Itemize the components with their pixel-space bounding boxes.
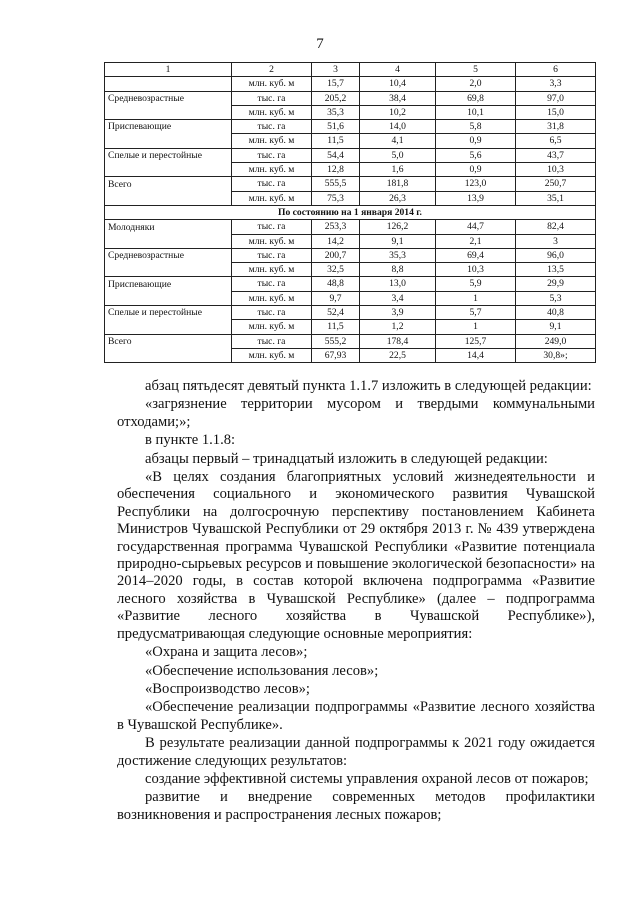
- cell-value: 31,8: [516, 120, 596, 134]
- row-unit: млн. куб. м: [232, 163, 312, 177]
- document-body: [117, 378, 595, 825]
- row-unit: млн. куб. м: [232, 263, 312, 277]
- cell-value: 3,3: [516, 77, 596, 91]
- table-row: [105, 91, 596, 105]
- paragraph: развитие и внедрение современных методов профилактики возникновения и распространения лесных пожаров;: [117, 789, 595, 823]
- cell-value: 35,1: [516, 191, 596, 205]
- paragraph: создание эффективной системы управления охраной лесов от пожаров;: [145, 770, 589, 787]
- cell-value: 35,3: [312, 105, 360, 119]
- cell-value: 9,1: [516, 320, 596, 334]
- cell-value: 11,5: [312, 320, 360, 334]
- table-row: [105, 348, 596, 362]
- table-row: [105, 234, 596, 248]
- cell-value: 15,7: [312, 77, 360, 91]
- row-unit: тыс. га: [232, 277, 312, 291]
- row-unit: тыс. га: [232, 306, 312, 320]
- row-unit: тыс. га: [232, 248, 312, 262]
- cell-value: 178,4: [360, 334, 436, 348]
- paragraph: «В целях создания благоприятных условий жизнедеятельности и обеспечения социального и экономического развития Чувашской Республики на долгосрочную перспективу постановлением Кабинета Министров Чувашской Республики от 29 октября 2013 г. № 439 утверждена государственная программа Чувашской Республики «Развитие потенциала природно-сырьевых ресурсов и повышение экологической безопасности» на 2014–2020 годы, в состав которой включена подпрограмма «Развитие лесного хозяйства в Чувашской Республике» (далее – подпрограмма «Развитие лесного хозяйства в Чувашской Республике»), предусматривающая следующие основные мероприятия:: [117, 469, 595, 642]
- cell-value: 96,0: [516, 248, 596, 262]
- cell-value: 14,0: [360, 120, 436, 134]
- cell-value: 1: [436, 320, 516, 334]
- cell-value: 2,1: [436, 234, 516, 248]
- table-row: [105, 77, 596, 91]
- cell-value: 22,5: [360, 348, 436, 362]
- cell-value: 126,2: [360, 220, 436, 234]
- row-unit: тыс. га: [232, 220, 312, 234]
- table-row: [105, 105, 596, 119]
- cell-value: 6,5: [516, 134, 596, 148]
- row-unit: млн. куб. м: [232, 291, 312, 305]
- row-category: [105, 234, 232, 248]
- cell-value: 29,9: [516, 277, 596, 291]
- row-category: Всего: [105, 177, 232, 191]
- cell-value: 4,1: [360, 134, 436, 148]
- cell-value: 69,8: [436, 91, 516, 105]
- row-category: Всего: [105, 334, 232, 348]
- cell-value: 555,2: [312, 334, 360, 348]
- cell-value: 253,3: [312, 220, 360, 234]
- cell-value: 1: [436, 291, 516, 305]
- column-number: 6: [516, 63, 596, 77]
- cell-value: 5,3: [516, 291, 596, 305]
- cell-value: 69,4: [436, 248, 516, 262]
- row-category: [105, 163, 232, 177]
- row-category: [105, 105, 232, 119]
- table-row: [105, 148, 596, 162]
- cell-value: 9,7: [312, 291, 360, 305]
- cell-value: 250,7: [516, 177, 596, 191]
- row-category: [105, 191, 232, 205]
- paragraph: «Обеспечение использования лесов»;: [145, 662, 379, 679]
- cell-value: 26,3: [360, 191, 436, 205]
- row-unit: тыс. га: [232, 91, 312, 105]
- cell-value: 2,0: [436, 77, 516, 91]
- table-row: [105, 220, 596, 234]
- cell-value: 75,3: [312, 191, 360, 205]
- cell-value: 97,0: [516, 91, 596, 105]
- table-row: [105, 334, 596, 348]
- cell-value: 200,7: [312, 248, 360, 262]
- cell-value: 181,8: [360, 177, 436, 191]
- row-category: [105, 348, 232, 362]
- cell-value: 51,6: [312, 120, 360, 134]
- table-row: [105, 291, 596, 305]
- cell-value: 10,2: [360, 105, 436, 119]
- table-row: [105, 263, 596, 277]
- row-unit: млн. куб. м: [232, 191, 312, 205]
- cell-value: 0,9: [436, 163, 516, 177]
- column-number: 5: [436, 63, 516, 77]
- cell-value: 10,3: [516, 163, 596, 177]
- cell-value: 14,4: [436, 348, 516, 362]
- table-row: [105, 306, 596, 320]
- column-number: 4: [360, 63, 436, 77]
- paragraph: В результате реализации данной подпрограммы к 2021 году ожидается достижение следующих результатов:: [117, 735, 595, 769]
- row-unit: млн. куб. м: [232, 134, 312, 148]
- cell-value: 10,4: [360, 77, 436, 91]
- cell-value: 67,93: [312, 348, 360, 362]
- cell-value: 3: [516, 234, 596, 248]
- row-category: Средневозрастные: [105, 248, 232, 262]
- cell-value: 205,2: [312, 91, 360, 105]
- row-category: [105, 134, 232, 148]
- cell-value: 9,1: [360, 234, 436, 248]
- cell-value: 125,7: [436, 334, 516, 348]
- cell-value: 5,7: [436, 306, 516, 320]
- cell-value: 38,4: [360, 91, 436, 105]
- section-title: По состоянию на 1 января 2014 г.: [105, 205, 596, 219]
- cell-value: 40,8: [516, 306, 596, 320]
- paragraph: абзацы первый – тринадцатый изложить в следующей редакции:: [145, 450, 548, 467]
- column-number: 2: [232, 63, 312, 77]
- section-row: [105, 205, 596, 219]
- cell-value: 52,4: [312, 306, 360, 320]
- cell-value: 5,8: [436, 120, 516, 134]
- paragraph: в пункте 1.1.8:: [145, 432, 236, 449]
- cell-value: 1,6: [360, 163, 436, 177]
- row-category: Приспевающие: [105, 277, 232, 291]
- cell-value: 48,8: [312, 277, 360, 291]
- cell-value: 82,4: [516, 220, 596, 234]
- row-category: Приспевающие: [105, 120, 232, 134]
- cell-value: 5,6: [436, 148, 516, 162]
- paragraph: «Охрана и защита лесов»;: [145, 644, 308, 661]
- row-unit: тыс. га: [232, 334, 312, 348]
- cell-value: 32,5: [312, 263, 360, 277]
- paragraph: «Воспроизводство лесов»;: [145, 680, 310, 697]
- cell-value: 3,4: [360, 291, 436, 305]
- row-unit: млн. куб. м: [232, 105, 312, 119]
- paragraph: «загрязнение территории мусором и твердыми коммунальными отходами;»;: [117, 396, 595, 430]
- cell-value: 10,3: [436, 263, 516, 277]
- row-unit: тыс. га: [232, 120, 312, 134]
- cell-value: 15,0: [516, 105, 596, 119]
- forest-stock-table: [104, 62, 596, 363]
- row-category: Спелые и перестойные: [105, 306, 232, 320]
- cell-value: 5,9: [436, 277, 516, 291]
- cell-value: 13,5: [516, 263, 596, 277]
- table-row: [105, 248, 596, 262]
- paragraph: абзац пятьдесят девятый пункта 1.1.7 изложить в следующей редакции:: [145, 378, 592, 394]
- row-category: [105, 320, 232, 334]
- cell-value: 11,5: [312, 134, 360, 148]
- row-unit: млн. куб. м: [232, 348, 312, 362]
- cell-value: 555,5: [312, 177, 360, 191]
- cell-value: 44,7: [436, 220, 516, 234]
- cell-value: 249,0: [516, 334, 596, 348]
- table-row: [105, 191, 596, 205]
- row-category: [105, 263, 232, 277]
- table-body: [105, 63, 596, 363]
- cell-value: 54,4: [312, 148, 360, 162]
- table-row: [105, 320, 596, 334]
- cell-value: 35,3: [360, 248, 436, 262]
- column-number: 1: [105, 63, 232, 77]
- row-category: [105, 77, 232, 91]
- cell-value: 123,0: [436, 177, 516, 191]
- table-header-row: [105, 63, 596, 77]
- table-row: [105, 177, 596, 191]
- cell-value: 8,8: [360, 263, 436, 277]
- cell-value: 14,2: [312, 234, 360, 248]
- row-unit: тыс. га: [232, 177, 312, 191]
- table-row: [105, 163, 596, 177]
- paragraph: «Обеспечение реализации подпрограммы «Развитие лесного хозяйства в Чувашской Республике».: [117, 699, 595, 733]
- column-number: 3: [312, 63, 360, 77]
- cell-value: 30,8»;: [516, 348, 596, 362]
- cell-value: 13,0: [360, 277, 436, 291]
- row-unit: тыс. га: [232, 148, 312, 162]
- row-category: Спелые и перестойные: [105, 148, 232, 162]
- cell-value: 10,1: [436, 105, 516, 119]
- row-unit: млн. куб. м: [232, 77, 312, 91]
- cell-value: 5,0: [360, 148, 436, 162]
- table-row: [105, 277, 596, 291]
- cell-value: 3,9: [360, 306, 436, 320]
- row-unit: млн. куб. м: [232, 234, 312, 248]
- cell-value: 13,9: [436, 191, 516, 205]
- cell-value: 1,2: [360, 320, 436, 334]
- row-category: Молодняки: [105, 220, 232, 234]
- table-row: [105, 134, 596, 148]
- page-number: 7: [316, 36, 324, 52]
- table-row: [105, 120, 596, 134]
- cell-value: 0,9: [436, 134, 516, 148]
- row-unit: млн. куб. м: [232, 320, 312, 334]
- row-category: Средневозрастные: [105, 91, 232, 105]
- cell-value: 43,7: [516, 148, 596, 162]
- row-category: [105, 291, 232, 305]
- cell-value: 12,8: [312, 163, 360, 177]
